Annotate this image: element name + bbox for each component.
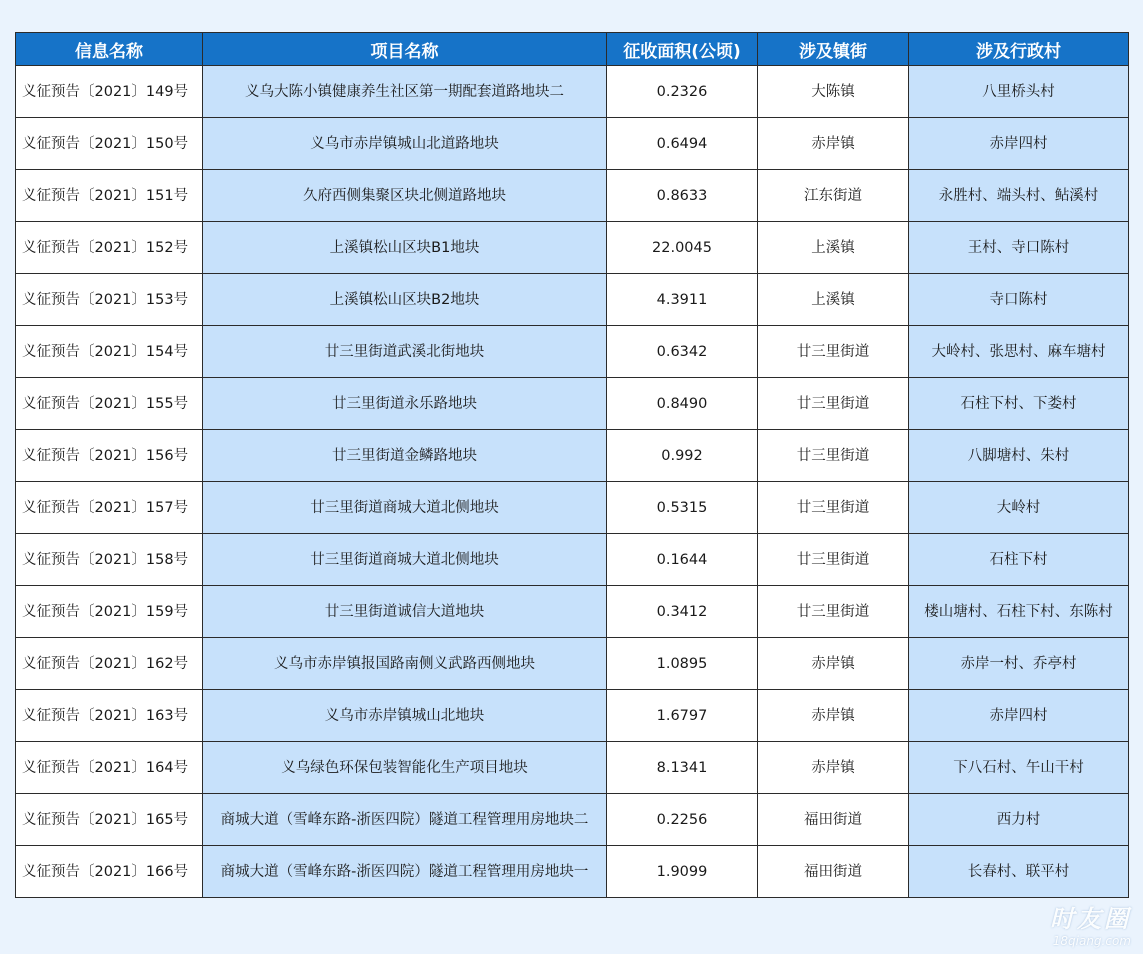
cell-area: 0.6494 bbox=[607, 118, 758, 170]
cell-village: 大岭村 bbox=[909, 482, 1129, 534]
cell-area: 1.9099 bbox=[607, 846, 758, 898]
table-row bbox=[16, 742, 1129, 794]
cell-project-name: 廿三里街道商城大道北侧地块 bbox=[203, 482, 607, 534]
land-acquisition-table-container bbox=[15, 32, 1128, 898]
table-row bbox=[16, 378, 1129, 430]
cell-project-name: 上溪镇松山区块B2地块 bbox=[203, 274, 607, 326]
cell-village: 赤岸四村 bbox=[909, 690, 1129, 742]
cell-project-name: 商城大道（雪峰东路-浙医四院）隧道工程管理用房地块一 bbox=[203, 846, 607, 898]
cell-area: 4.3911 bbox=[607, 274, 758, 326]
cell-info-name: 义征预告〔2021〕157号 bbox=[16, 482, 203, 534]
cell-area: 8.1341 bbox=[607, 742, 758, 794]
cell-info-name: 义征预告〔2021〕153号 bbox=[16, 274, 203, 326]
cell-info-name: 义征预告〔2021〕152号 bbox=[16, 222, 203, 274]
cell-info-name: 义征预告〔2021〕154号 bbox=[16, 326, 203, 378]
cell-info-name: 义征预告〔2021〕156号 bbox=[16, 430, 203, 482]
cell-info-name: 义征预告〔2021〕163号 bbox=[16, 690, 203, 742]
cell-village: 石柱下村、下娄村 bbox=[909, 378, 1129, 430]
watermark-url: 18qiang.com bbox=[1052, 934, 1131, 948]
watermark bbox=[1050, 899, 1131, 948]
cell-area: 0.6342 bbox=[607, 326, 758, 378]
table-row bbox=[16, 690, 1129, 742]
table-row bbox=[16, 118, 1129, 170]
table-row bbox=[16, 222, 1129, 274]
cell-info-name: 义征预告〔2021〕149号 bbox=[16, 66, 203, 118]
cell-village: 永胜村、端头村、鲇溪村 bbox=[909, 170, 1129, 222]
cell-town: 廿三里街道 bbox=[758, 482, 909, 534]
cell-info-name: 义征预告〔2021〕150号 bbox=[16, 118, 203, 170]
cell-town: 廿三里街道 bbox=[758, 378, 909, 430]
cell-village: 八脚塘村、朱村 bbox=[909, 430, 1129, 482]
cell-info-name: 义征预告〔2021〕164号 bbox=[16, 742, 203, 794]
cell-area: 0.2326 bbox=[607, 66, 758, 118]
table-row bbox=[16, 326, 1129, 378]
header-area: 征收面积(公顷) bbox=[607, 33, 758, 66]
header-row bbox=[16, 33, 1129, 66]
header-village: 涉及行政村 bbox=[909, 33, 1129, 66]
cell-project-name: 商城大道（雪峰东路-浙医四院）隧道工程管理用房地块二 bbox=[203, 794, 607, 846]
cell-town: 福田街道 bbox=[758, 794, 909, 846]
cell-area: 0.8633 bbox=[607, 170, 758, 222]
cell-village: 王村、寺口陈村 bbox=[909, 222, 1129, 274]
table-row bbox=[16, 638, 1129, 690]
cell-village: 赤岸一村、乔亭村 bbox=[909, 638, 1129, 690]
cell-project-name: 义乌市赤岸镇城山北地块 bbox=[203, 690, 607, 742]
cell-village: 八里桥头村 bbox=[909, 66, 1129, 118]
cell-town: 赤岸镇 bbox=[758, 742, 909, 794]
cell-info-name: 义征预告〔2021〕166号 bbox=[16, 846, 203, 898]
cell-village: 大岭村、张思村、麻车塘村 bbox=[909, 326, 1129, 378]
cell-village: 西力村 bbox=[909, 794, 1129, 846]
table-row bbox=[16, 794, 1129, 846]
cell-town: 赤岸镇 bbox=[758, 638, 909, 690]
cell-project-name: 廿三里街道永乐路地块 bbox=[203, 378, 607, 430]
table-row bbox=[16, 534, 1129, 586]
cell-area: 0.5315 bbox=[607, 482, 758, 534]
cell-town: 廿三里街道 bbox=[758, 430, 909, 482]
land-acquisition-table bbox=[15, 32, 1129, 898]
cell-project-name: 上溪镇松山区块B1地块 bbox=[203, 222, 607, 274]
table-row bbox=[16, 170, 1129, 222]
table-row bbox=[16, 66, 1129, 118]
cell-project-name: 义乌市赤岸镇报国路南侧义武路西侧地块 bbox=[203, 638, 607, 690]
cell-town: 江东街道 bbox=[758, 170, 909, 222]
cell-area: 0.8490 bbox=[607, 378, 758, 430]
cell-info-name: 义征预告〔2021〕162号 bbox=[16, 638, 203, 690]
table-row bbox=[16, 846, 1129, 898]
cell-village: 楼山塘村、石柱下村、东陈村 bbox=[909, 586, 1129, 638]
cell-project-name: 廿三里街道金鳞路地块 bbox=[203, 430, 607, 482]
cell-project-name: 廿三里街道商城大道北侧地块 bbox=[203, 534, 607, 586]
table-header bbox=[16, 33, 1129, 66]
cell-project-name: 久府西侧集聚区块北侧道路地块 bbox=[203, 170, 607, 222]
cell-town: 廿三里街道 bbox=[758, 534, 909, 586]
cell-project-name: 义乌大陈小镇健康养生社区第一期配套道路地块二 bbox=[203, 66, 607, 118]
cell-town: 赤岸镇 bbox=[758, 118, 909, 170]
cell-project-name: 廿三里街道武溪北街地块 bbox=[203, 326, 607, 378]
table-row bbox=[16, 274, 1129, 326]
cell-town: 大陈镇 bbox=[758, 66, 909, 118]
cell-town: 廿三里街道 bbox=[758, 586, 909, 638]
table-row bbox=[16, 430, 1129, 482]
cell-area: 0.2256 bbox=[607, 794, 758, 846]
cell-info-name: 义征预告〔2021〕159号 bbox=[16, 586, 203, 638]
cell-info-name: 义征预告〔2021〕165号 bbox=[16, 794, 203, 846]
cell-town: 廿三里街道 bbox=[758, 326, 909, 378]
table-row bbox=[16, 482, 1129, 534]
cell-area: 0.3412 bbox=[607, 586, 758, 638]
cell-town: 上溪镇 bbox=[758, 274, 909, 326]
cell-info-name: 义征预告〔2021〕155号 bbox=[16, 378, 203, 430]
cell-village: 寺口陈村 bbox=[909, 274, 1129, 326]
cell-info-name: 义征预告〔2021〕151号 bbox=[16, 170, 203, 222]
cell-town: 赤岸镇 bbox=[758, 690, 909, 742]
cell-project-name: 廿三里街道诚信大道地块 bbox=[203, 586, 607, 638]
cell-town: 上溪镇 bbox=[758, 222, 909, 274]
table-body bbox=[16, 66, 1129, 898]
cell-village: 石柱下村 bbox=[909, 534, 1129, 586]
cell-area: 22.0045 bbox=[607, 222, 758, 274]
watermark-logo: 时友圈 bbox=[1050, 905, 1131, 933]
cell-area: 1.0895 bbox=[607, 638, 758, 690]
cell-project-name: 义乌市赤岸镇城山北道路地块 bbox=[203, 118, 607, 170]
cell-town: 福田街道 bbox=[758, 846, 909, 898]
cell-info-name: 义征预告〔2021〕158号 bbox=[16, 534, 203, 586]
cell-area: 0.1644 bbox=[607, 534, 758, 586]
header-info-name: 信息名称 bbox=[16, 33, 203, 66]
header-town: 涉及镇街 bbox=[758, 33, 909, 66]
cell-project-name: 义乌绿色环保包装智能化生产项目地块 bbox=[203, 742, 607, 794]
cell-area: 1.6797 bbox=[607, 690, 758, 742]
cell-village: 长春村、联平村 bbox=[909, 846, 1129, 898]
cell-area: 0.992 bbox=[607, 430, 758, 482]
cell-village: 赤岸四村 bbox=[909, 118, 1129, 170]
cell-village: 下八石村、午山干村 bbox=[909, 742, 1129, 794]
header-project-name: 项目名称 bbox=[203, 33, 607, 66]
table-row bbox=[16, 586, 1129, 638]
